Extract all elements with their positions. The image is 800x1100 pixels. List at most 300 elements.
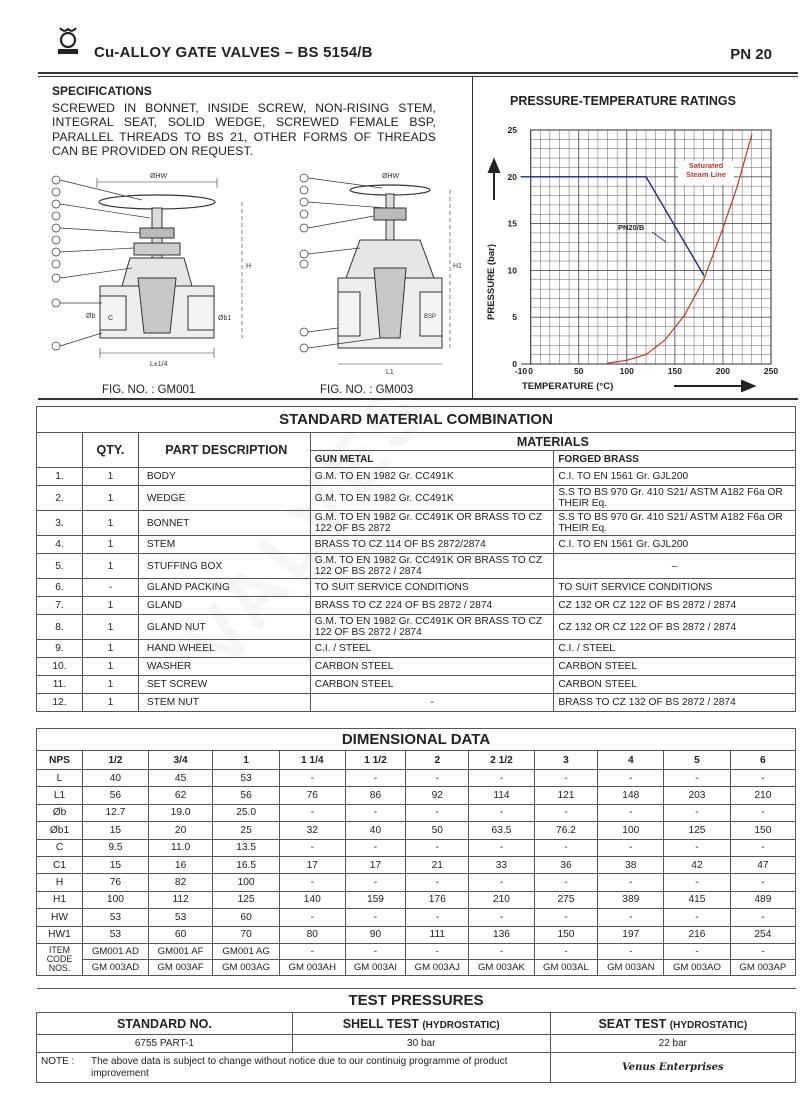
row-forged-brass: CARBON STEEL — [554, 658, 796, 676]
dim-cell: 415 — [664, 891, 731, 908]
dim-cell: 112 — [148, 891, 213, 908]
item-code-cell: GM 003AH — [279, 959, 345, 975]
dim-cell: - — [406, 804, 469, 821]
dim-header-row — [37, 751, 796, 770]
header-rule-thin — [38, 76, 798, 77]
dim-cell: 19.0 — [148, 804, 213, 821]
row-part: WASHER — [138, 658, 310, 676]
nps-size: 3 — [534, 751, 598, 770]
material-table-title: STANDARD MATERIAL COMBINATION — [37, 407, 796, 433]
row-part: BODY — [138, 468, 310, 486]
row-forged-brass: – — [554, 554, 796, 579]
nps-size: 5 — [664, 751, 731, 770]
item-code-row — [37, 943, 796, 959]
dim-cell: - — [279, 839, 345, 856]
dim-cell: - — [406, 770, 469, 787]
item-code-cell: GM 003AK — [469, 959, 534, 975]
row-forged-brass: C.I. TO EN 1561 Gr. GJL200 — [554, 468, 796, 486]
dim-cell: 21 — [406, 856, 469, 873]
dim-cell: 53 — [213, 770, 280, 787]
row-qty: 1 — [82, 486, 138, 511]
dim-row-label: C1 — [37, 856, 83, 873]
valve-drawings — [42, 168, 472, 378]
row-part: SET SCREW — [138, 676, 310, 694]
standard-value: 6755 PART-1 — [37, 1035, 293, 1053]
dim-cell: 60 — [148, 926, 213, 943]
pressure-temperature-chart — [474, 110, 794, 398]
row-qty: 1 — [82, 640, 138, 658]
shell-hydrostatic: (HYDROSTATIC) — [422, 1019, 500, 1031]
dim-label-l: L±1/4 — [150, 361, 168, 368]
dim-cell: 62 — [148, 787, 213, 804]
row-number: 7. — [37, 597, 83, 615]
dim-cell: - — [469, 874, 534, 891]
dim-cell: 90 — [345, 926, 406, 943]
material-row — [37, 536, 796, 554]
row-gun-metal: G.M. TO EN 1982 Gr. CC491K OR BRASS TO CZ 122 OF BS 2872 / 2874 — [310, 615, 554, 640]
item-code-cell: - — [469, 943, 534, 959]
dim-cell: - — [279, 874, 345, 891]
row-gun-metal: G.M. TO EN 1982 Gr. CC491K OR BRASS TO CZ 122 OF BS 2872 — [310, 511, 554, 536]
row-qty: 1 — [82, 694, 138, 712]
dim-cell: - — [730, 839, 795, 856]
nps-size: 1 — [213, 751, 280, 770]
dim-cell: 17 — [345, 856, 406, 873]
row-gun-metal: TO SUIT SERVICE CONDITIONS — [310, 579, 554, 597]
row-number: 4. — [37, 536, 83, 554]
dim-cell: - — [469, 839, 534, 856]
dim-cell: 100 — [83, 891, 149, 908]
data-point — [703, 274, 704, 275]
material-row — [37, 615, 796, 640]
y-tick-label: 20 — [507, 171, 517, 182]
row-number: 1. — [37, 468, 83, 486]
dim-cell: - — [730, 909, 795, 926]
dim-row — [37, 891, 796, 908]
dim-cell: 25 — [213, 822, 280, 839]
item-code-cell: GM 003AI — [345, 959, 406, 975]
dim-cell: 76.2 — [534, 822, 598, 839]
signature: Venus Enterprises — [550, 1053, 795, 1083]
row-number: 10. — [37, 658, 83, 676]
row-number: 11. — [37, 676, 83, 694]
data-point — [703, 279, 704, 280]
row-gun-metal: CARBON STEEL — [310, 676, 554, 694]
material-row — [37, 511, 796, 536]
material-row — [37, 658, 796, 676]
item-code-cell: GM 003AF — [148, 959, 213, 975]
item-code-row — [37, 959, 796, 975]
dim-cell: - — [730, 804, 795, 821]
row-part: HAND WHEEL — [138, 640, 310, 658]
dim-row-label: Øb — [37, 804, 83, 821]
col-no — [37, 433, 83, 468]
dim-cell: 15 — [83, 856, 149, 873]
item-code-cell: GM 003AP — [730, 959, 795, 975]
dim-cell: 70 — [213, 926, 280, 943]
item-code-cell: GM001 AF — [148, 943, 213, 959]
specifications-heading: SPECIFICATIONS — [52, 84, 152, 98]
item-code-cell: - — [345, 943, 406, 959]
dim-cell: - — [534, 874, 598, 891]
material-row — [37, 486, 796, 511]
dim-cell: 86 — [345, 787, 406, 804]
row-qty: 1 — [82, 468, 138, 486]
item-code-label: ITEM CODE NOS. — [37, 943, 83, 975]
dim-cell: - — [345, 839, 406, 856]
item-code-cell: GM001 AD — [83, 943, 149, 959]
figure-caption-gm003: FIG. NO. : GM003 — [320, 384, 414, 396]
row-gun-metal: BRASS TO CZ 114 OF BS 2872/2874 — [310, 536, 554, 554]
row-forged-brass: C.I. TO EN 1561 Gr. GJL200 — [554, 536, 796, 554]
row-number: 2. — [37, 486, 83, 511]
row-number: 9. — [37, 640, 83, 658]
test-pressure-table — [36, 988, 796, 1083]
valve-drawing-gm003 — [300, 174, 450, 364]
row-part: GLAND NUT — [138, 615, 310, 640]
row-part: BONNET — [138, 511, 310, 536]
row-forged-brass: TO SUIT SERVICE CONDITIONS — [554, 579, 796, 597]
valve-drawing-gm001 — [52, 176, 242, 358]
dimensional-table-title: DIMENSIONAL DATA — [37, 729, 796, 751]
col-forged-brass: FORGED BRASS — [554, 451, 796, 468]
dim-cell: 111 — [406, 926, 469, 943]
row-gun-metal: G.M. TO EN 1982 Gr. CC491K OR BRASS TO CZ 122 OF BS 2872 / 2874 — [310, 554, 554, 579]
nps-size: 1 1/4 — [279, 751, 345, 770]
row-part: STEM — [138, 536, 310, 554]
x-axis-arrow — [674, 381, 754, 391]
dim-cell: 100 — [598, 822, 664, 839]
item-code-cell: GM 003AO — [664, 959, 731, 975]
dim-cell: - — [664, 839, 731, 856]
y-tick-label: 25 — [507, 125, 517, 135]
specifications-text: SCREWED IN BONNET, INSIDE SCREW, NON-RISING STEM, INTEGRAL SEAT, SOLID WEDGE, SCREWED FEMALE BSP, PARALLEL THREADS TO BS 21, OTHER FORMS OF THREADS CAN BE PROVIDED ON REQUEST. — [52, 101, 436, 158]
dim-row — [37, 770, 796, 787]
row-forged-brass: CZ 132 OR CZ 122 OF BS 2872 / 2874 — [554, 615, 796, 640]
dim-cell: 121 — [534, 787, 598, 804]
row-part: GLAND — [138, 597, 310, 615]
dim-cell: 16 — [148, 856, 213, 873]
dim-cell: 82 — [148, 874, 213, 891]
x-tick-label: 50 — [573, 366, 584, 376]
col-seat-test — [550, 1013, 795, 1035]
legend-label-steam: Saturated Steam Line — [685, 161, 726, 179]
dim-cell: 210 — [469, 891, 534, 908]
row-qty: 1 — [82, 511, 138, 536]
row-qty: - — [82, 579, 138, 597]
dim-cell: - — [664, 874, 731, 891]
dim-cell: - — [598, 770, 664, 787]
dim-cell: - — [598, 909, 664, 926]
row-forged-brass: CARBON STEEL — [554, 676, 796, 694]
row-gun-metal: C.I. / STEEL — [310, 640, 554, 658]
dim-cell: 489 — [730, 891, 795, 908]
dim-cell: 159 — [345, 891, 406, 908]
nps-size: 1/2 — [83, 751, 149, 770]
dim-cell: 13.5 — [213, 839, 280, 856]
dim-cell: 176 — [406, 891, 469, 908]
dim-cell: 32 — [279, 822, 345, 839]
nps-size: 4 — [598, 751, 664, 770]
y-tick-label: 10 — [507, 265, 517, 276]
dim-cell: 20 — [148, 822, 213, 839]
row-forged-brass: S.S TO BS 970 Gr. 410 S21/ ASTM A182 F6a OR THEIR Eq. — [554, 486, 796, 511]
dim-cell: 140 — [279, 891, 345, 908]
dim-cell: - — [279, 909, 345, 926]
dim-cell: 25.0 — [213, 804, 280, 821]
dim-cell: 50 — [406, 822, 469, 839]
dim-cell: 12.7 — [83, 804, 149, 821]
dim-label-l1: L1 — [386, 369, 394, 376]
row-forged-brass: C.I. / STEEL — [554, 640, 796, 658]
row-part: STUFFING BOX — [138, 554, 310, 579]
dim-row — [37, 856, 796, 873]
dim-cell: 125 — [664, 822, 731, 839]
data-point — [520, 176, 521, 177]
x-tick-label: 100 — [619, 366, 634, 376]
nps-label: NPS — [37, 751, 83, 770]
data-point — [722, 228, 723, 229]
row-qty: 1 — [82, 676, 138, 694]
dim-row-label: H — [37, 874, 83, 891]
dim-row-label: C — [37, 839, 83, 856]
dim-row — [37, 822, 796, 839]
material-row — [37, 579, 796, 597]
page-title: Cu-ALLOY GATE VALVES – BS 5154/B — [94, 44, 373, 61]
data-point — [737, 186, 738, 187]
dim-cell: 136 — [469, 926, 534, 943]
dim-cell: - — [345, 874, 406, 891]
dim-cell: - — [730, 874, 795, 891]
dim-cell: - — [279, 804, 345, 821]
row-qty: 1 — [82, 536, 138, 554]
dim-row — [37, 926, 796, 943]
item-code-cell: GM001 AG — [213, 943, 280, 959]
seat-hydrostatic: (HYDROSTATIC) — [669, 1019, 748, 1031]
dim-cell: 40 — [83, 770, 149, 787]
col-materials: MATERIALS — [310, 433, 795, 451]
dim-cell: - — [664, 770, 731, 787]
row-forged-brass: S.S TO BS 970 Gr. 410 S21/ ASTM A182 F6a OR THEIR Eq. — [554, 511, 796, 536]
data-point — [684, 315, 685, 316]
x-tick-label: -10 — [514, 366, 528, 376]
col-shell-test — [292, 1013, 550, 1035]
row-gun-metal: CARBON STEEL — [310, 658, 554, 676]
item-code-cell: - — [279, 943, 345, 959]
dim-cell: - — [345, 770, 406, 787]
row-qty: 1 — [82, 554, 138, 579]
material-row — [37, 468, 796, 486]
dim-cell: 33 — [469, 856, 534, 873]
nps-size: 2 — [406, 751, 469, 770]
seat-test-label: SEAT TEST — [598, 1016, 667, 1031]
dim-cell: 63.5 — [469, 822, 534, 839]
dim-cell: - — [598, 839, 664, 856]
dim-cell: 80 — [279, 926, 345, 943]
dim-cell: 56 — [83, 787, 149, 804]
item-code-cell: GM 003AD — [83, 959, 149, 975]
item-code-cell: - — [730, 943, 795, 959]
dim-cell: 15 — [83, 822, 149, 839]
dim-cell: 210 — [730, 787, 795, 804]
dim-cell: - — [534, 909, 598, 926]
note-text: The above data is subject to change without notice due to our continuig programme of product improvement — [91, 1056, 508, 1079]
dim-label-hw-gm003: ØHW — [382, 173, 400, 180]
row-gun-metal: G.M. TO EN 1982 Gr. CC491K — [310, 468, 554, 486]
row-part: GLAND PACKING — [138, 579, 310, 597]
item-code-cell: GM 003AJ — [406, 959, 469, 975]
col-qty: QTY. — [82, 433, 138, 468]
dim-row — [37, 804, 796, 821]
col-part: PART DESCRIPTION — [138, 433, 310, 468]
dim-cell: - — [406, 909, 469, 926]
dim-cell: 40 — [345, 822, 406, 839]
plot-area — [531, 130, 771, 364]
material-table — [36, 406, 796, 712]
data-point — [665, 339, 666, 340]
dim-cell: 76 — [83, 874, 149, 891]
chart-xlabel: TEMPERATURE (°C) — [522, 381, 614, 392]
col-gun-metal: GUN METAL — [310, 451, 554, 468]
dim-label-bsp: BSP — [424, 314, 437, 320]
dim-cell: 53 — [83, 926, 149, 943]
y-axis-arrow — [489, 160, 499, 200]
dim-cell: - — [469, 804, 534, 821]
dim-cell: 60 — [213, 909, 280, 926]
dim-cell: - — [345, 909, 406, 926]
row-forged-brass: CZ 132 OR CZ 122 OF BS 2872 / 2874 — [554, 597, 796, 615]
dim-cell: - — [406, 874, 469, 891]
dim-cell: - — [469, 909, 534, 926]
material-row — [37, 597, 796, 615]
dim-label-b1: Øb1 — [218, 315, 232, 322]
data-point — [607, 362, 608, 363]
dim-cell: 16.5 — [213, 856, 280, 873]
dim-row-label: L — [37, 770, 83, 787]
dim-cell: 45 — [148, 770, 213, 787]
dim-cell: - — [730, 770, 795, 787]
dim-cell: - — [406, 839, 469, 856]
note-label: NOTE : — [41, 1056, 75, 1067]
dim-row-label: H1 — [37, 891, 83, 908]
row-number: 12. — [37, 694, 83, 712]
data-point — [626, 360, 627, 361]
dim-cell: - — [534, 804, 598, 821]
x-tick-label: 150 — [667, 366, 682, 376]
dim-cell: - — [598, 874, 664, 891]
dimensional-table — [36, 728, 796, 976]
dim-cell: - — [534, 839, 598, 856]
chart-ylabel: PRESSURE (bar) — [486, 243, 497, 320]
dim-cell: - — [664, 909, 731, 926]
pressure-rating: PN 20 — [730, 46, 772, 63]
dim-row-label: HW — [37, 909, 83, 926]
dim-cell: 197 — [598, 926, 664, 943]
item-code-cell: - — [664, 943, 731, 959]
item-code-cell: - — [534, 943, 598, 959]
test-pressure-title: TEST PRESSURES — [37, 989, 796, 1013]
col-standard-no: STANDARD NO. — [37, 1013, 293, 1035]
y-tick-label: 0 — [512, 359, 517, 369]
dim-cell: - — [534, 770, 598, 787]
dim-cell: 17 — [279, 856, 345, 873]
dim-cell: 9.5 — [83, 839, 149, 856]
row-number: 8. — [37, 615, 83, 640]
dim-row — [37, 874, 796, 891]
dim-cell: 114 — [469, 787, 534, 804]
row-gun-metal: G.M. TO EN 1982 Gr. CC491K — [310, 486, 554, 511]
dim-cell: 389 — [598, 891, 664, 908]
dim-cell: 150 — [534, 926, 598, 943]
shell-test-label: SHELL TEST — [342, 1016, 419, 1031]
dim-cell: 53 — [83, 909, 149, 926]
row-number: 6. — [37, 579, 83, 597]
y-tick-label: 15 — [507, 218, 517, 229]
row-number: 3. — [37, 511, 83, 536]
row-forged-brass: BRASS TO CZ 132 OF BS 2872 / 2874 — [554, 694, 796, 712]
dim-cell: 275 — [534, 891, 598, 908]
seat-value: 22 bar — [550, 1035, 795, 1053]
y-tick-label: 5 — [512, 312, 517, 323]
material-row — [37, 554, 796, 579]
dim-cell: 38 — [598, 856, 664, 873]
dim-cell: 125 — [213, 891, 280, 908]
dim-cell: 42 — [664, 856, 731, 873]
data-point — [751, 134, 752, 135]
dim-cell: 254 — [730, 926, 795, 943]
dim-label-c: C — [108, 315, 114, 322]
dim-label-b: Øb — [86, 313, 96, 320]
row-gun-metal: BRASS TO CZ 224 OF BS 2872 / 2874 — [310, 597, 554, 615]
dim-row — [37, 787, 796, 804]
page-header — [38, 22, 788, 72]
chart-title: PRESSURE-TEMPERATURE RATINGS — [510, 94, 736, 108]
dim-label-hw: ØHW — [150, 173, 168, 180]
nps-size: 3/4 — [148, 751, 213, 770]
note-cell — [37, 1053, 551, 1083]
dim-cell: 36 — [534, 856, 598, 873]
shell-value: 30 bar — [292, 1035, 550, 1053]
dim-cell: 53 — [148, 909, 213, 926]
data-point — [645, 354, 646, 355]
dim-cell: 150 — [730, 822, 795, 839]
dim-row-label: Øb1 — [37, 822, 83, 839]
nps-size: 1 1/2 — [345, 751, 406, 770]
material-row — [37, 694, 796, 712]
dim-cell: 148 — [598, 787, 664, 804]
section-rule — [38, 398, 798, 400]
x-tick-label: 200 — [715, 366, 731, 376]
dim-cell: 92 — [406, 787, 469, 804]
item-code-cell: - — [598, 943, 664, 959]
section-divider — [472, 76, 473, 398]
dim-cell: 216 — [664, 926, 731, 943]
dim-cell: 56 — [213, 787, 280, 804]
nps-size: 2 1/2 — [469, 751, 534, 770]
item-code-cell: - — [406, 943, 469, 959]
company-logo-icon — [56, 26, 80, 58]
row-qty: 1 — [82, 597, 138, 615]
dim-cell: 100 — [213, 874, 280, 891]
dim-label-h1: H1 — [453, 263, 462, 270]
data-point — [645, 176, 646, 177]
material-row — [37, 640, 796, 658]
dim-row — [37, 839, 796, 856]
dim-row — [37, 909, 796, 926]
dim-cell: 11.0 — [148, 839, 213, 856]
item-code-cell: GM 003AG — [213, 959, 280, 975]
material-row — [37, 676, 796, 694]
